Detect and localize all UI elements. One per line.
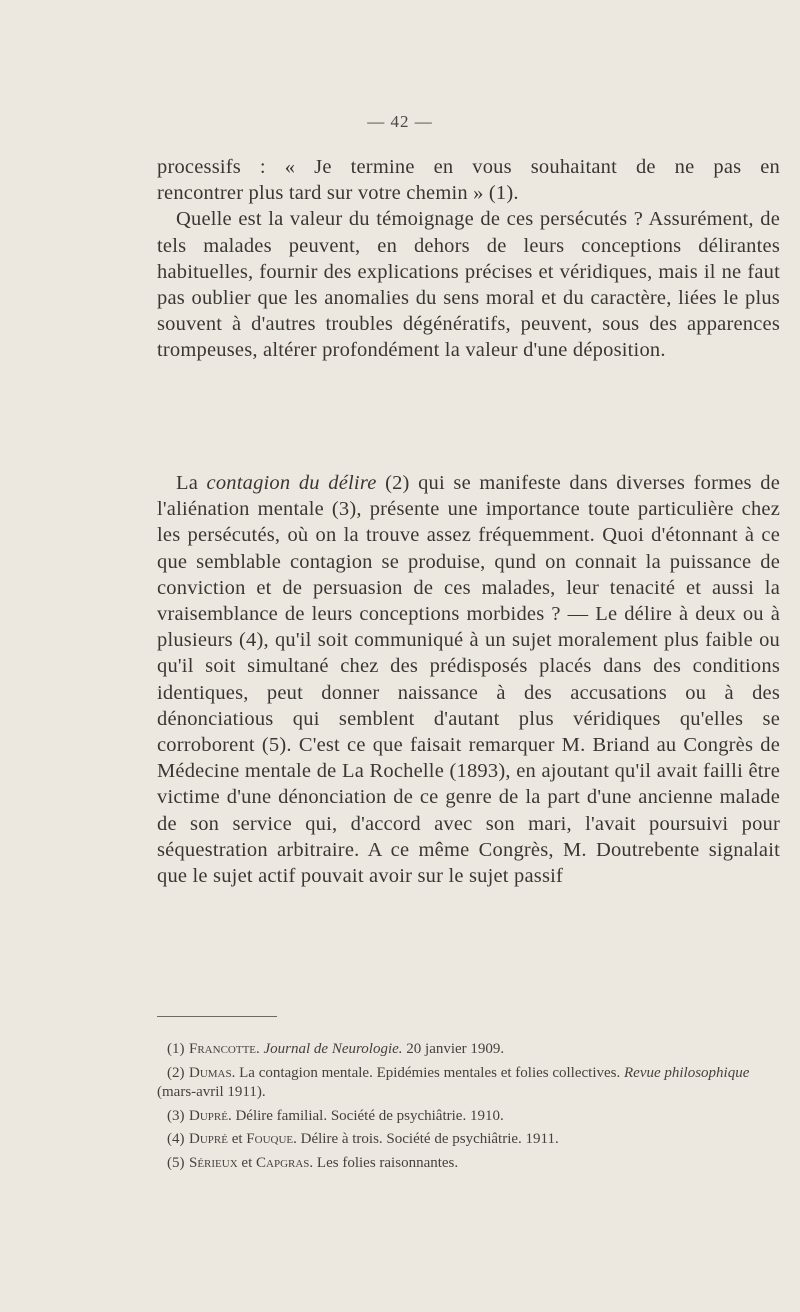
footnote-author: Capgras.	[256, 1154, 314, 1171]
paragraph-testimony: Quelle est la valeur du témoignage de ces persécutés ? Assurément, de tels malades peuvent, en dehors de leurs conceptions délirantes habituelles, fournir des explications précises et véridiques, mais il ne faut pas oublier que les anomalies du sens moral et du caractère, liées le plus souvent à d'autres troubles dégénératifs, peuvent, sous des apparences trompeuses, altérer profondément la valeur d'une déposition.	[157, 208, 780, 362]
paragraph-contagion	[157, 470, 780, 889]
footnote-3	[157, 1107, 757, 1127]
footnote-number: (2)	[167, 1064, 185, 1081]
footnote-text: Délire familial. Société de psychiâtrie. 1910.	[231, 1107, 504, 1124]
paragraph-continuation: processifs : « Je termine en vous souhaitant de ne pas en	[157, 156, 780, 178]
footnote-number: (4)	[167, 1131, 185, 1147]
contagion-body: (2) qui se manifeste dans diverses formes de l'aliénation mentale (3), présente une importance toute particulière chez les persécutés, où on la trouve assez fréquemment. Quoi d'étonnant à ce que semblable contagion se produise, qund on connait la puissance de conviction et de persuasion de ces malades, leur tenacité et aussi la vraisemblance de leurs conceptions morbides ? — Le délire à deux ou à plusieurs (4), qu'il soit communiqué à un sujet moralement plus faible ou qu'il soit simultané chez des prédisposés placés dans des conditions identiques, peut donner naissance à des accusations ou à des dénonciatious qui semblent d'autant plus véridiques qu'elles se corroborent (5). C'est ce que faisait remarquer M. Briand au Congrès de Médecine mentale de La Rochelle (1893), en ajoutant qu'il avait failli être victime d'une dénonciation de ce genre de la part d'une ancienne malade de son service qui, d'accord avec son mari, l'avait poursuivi pour séquestration arbitraire. A ce même Congrès, M. Doutrebente signalait que le sujet actif pouvait avoir sur le sujet passif	[157, 472, 780, 888]
footnote-journal: Revue philosophique	[624, 1064, 750, 1081]
footnote-journal: Journal de Neurologie.	[263, 1041, 403, 1057]
footnote-1	[157, 1040, 757, 1060]
footnote-text: et	[237, 1154, 256, 1171]
footnote-text: Les folies raisonnantes.	[313, 1154, 459, 1171]
footnote-author: Francotte.	[189, 1041, 260, 1057]
footnote-number: (1)	[167, 1041, 185, 1057]
footnote-4	[157, 1130, 757, 1150]
footnote-text: et	[227, 1131, 247, 1147]
footnote-author: Dupré	[189, 1131, 228, 1147]
footnote-text: (mars-avril 1911).	[157, 1084, 266, 1100]
footnote-author: Sérieux	[189, 1154, 238, 1171]
footnote-author: Dumas.	[189, 1064, 236, 1081]
footnote-2	[157, 1064, 757, 1103]
body-text-contagion	[157, 470, 780, 889]
footnote-number: (5)	[167, 1154, 185, 1171]
footnote-divider	[157, 1016, 277, 1017]
contagion-lead: La	[176, 472, 207, 494]
footnotes	[157, 1040, 757, 1177]
footnote-author: Dupré.	[189, 1107, 232, 1124]
body-text-top	[157, 154, 780, 364]
page-number: — 42 —	[367, 112, 433, 131]
footnote-text: Délire à trois. Société de psychiâtrie. 1911.	[296, 1131, 559, 1147]
footnote-author: Fouque.	[246, 1131, 297, 1147]
footnote-5	[157, 1154, 757, 1174]
contagion-italic-term: contagion du délire	[206, 472, 377, 494]
paragraph-continuation-end: rencontrer plus tard sur votre chemin » (1).	[157, 182, 519, 205]
footnote-number: (3)	[167, 1107, 185, 1124]
footnote-text: 20 janvier 1909.	[402, 1041, 505, 1057]
footnote-text: La contagion mentale. Epidémies mentales et folies collectives.	[235, 1064, 624, 1081]
